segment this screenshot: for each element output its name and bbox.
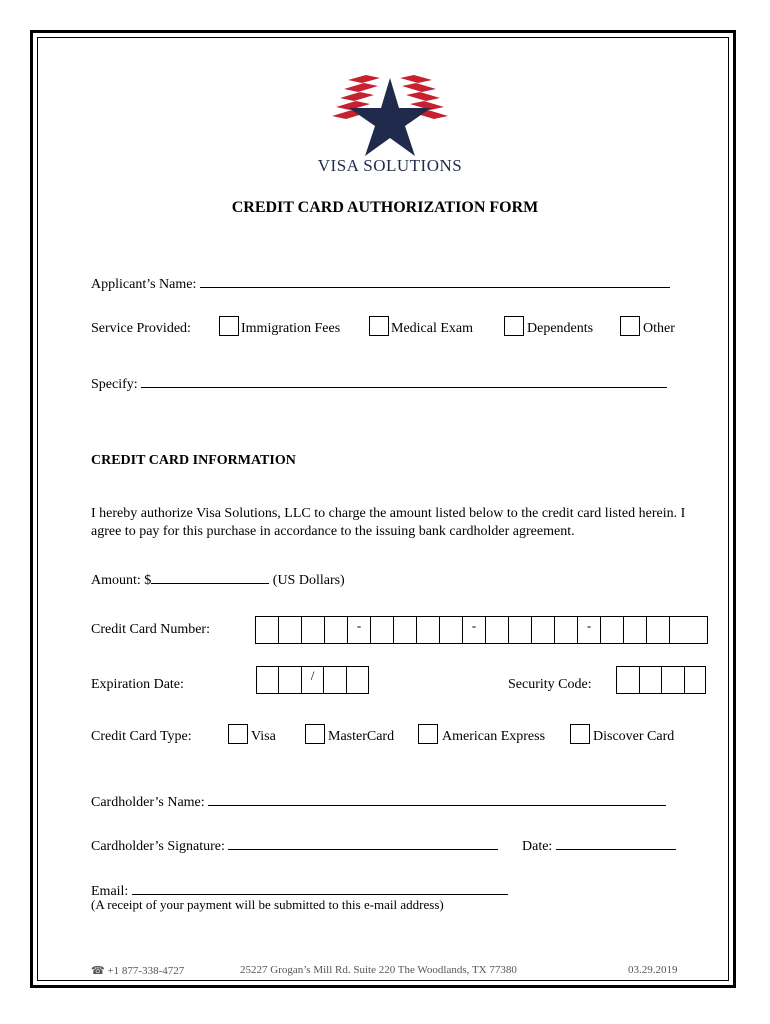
amount-field[interactable]: [151, 569, 269, 584]
date-field[interactable]: [556, 835, 676, 850]
separator-cell: -: [578, 617, 601, 643]
signature-label: Cardholder’s Signature:: [91, 839, 225, 854]
digit-cell[interactable]: [440, 617, 463, 643]
mastercard-checkbox[interactable]: [305, 724, 325, 744]
email-note: (A receipt of your payment will be submitted to this e-mail address): [91, 897, 444, 912]
separator-cell: -: [348, 617, 371, 643]
separator-cell: /: [302, 667, 324, 693]
digit-cell[interactable]: [371, 617, 394, 643]
digit-cell[interactable]: [640, 667, 663, 693]
signature-field[interactable]: [228, 835, 498, 850]
specify-field[interactable]: [141, 373, 667, 388]
footer-date: 03.29.2019: [628, 964, 678, 976]
digit-cell[interactable]: [647, 617, 670, 643]
immigration-fees-label: Immigration Fees: [241, 321, 341, 336]
discover-card-checkbox[interactable]: [570, 724, 590, 744]
cardholder-name-field[interactable]: [208, 791, 666, 806]
security-code-label: Security Code:: [508, 677, 592, 692]
immigration-fees-checkbox[interactable]: [219, 316, 239, 336]
digit-cell[interactable]: [617, 667, 640, 693]
digit-cell[interactable]: [325, 617, 348, 643]
digit-cell[interactable]: [347, 667, 368, 693]
digit-cell[interactable]: [256, 617, 279, 643]
expiration-date-label: Expiration Date:: [91, 677, 184, 692]
digit-cell[interactable]: [685, 667, 706, 693]
medical-exam-checkbox[interactable]: [369, 316, 389, 336]
footer-address: 25227 Grogan’s Mill Rd. Suite 220 The Woodlands, TX 77380: [240, 964, 517, 976]
american-express-checkbox[interactable]: [418, 724, 438, 744]
card-type-label: Credit Card Type:: [91, 729, 192, 744]
digit-cell[interactable]: [532, 617, 555, 643]
digit-cell[interactable]: [279, 667, 301, 693]
other-checkbox[interactable]: [620, 316, 640, 336]
authorization-paragraph: I hereby authorize Visa Solutions, LLC to charge the amount listed below to the credit card listed herein. I agree to pay for this purchase in accordance to the issuing bank cardholder agreement.: [91, 506, 686, 539]
digit-cell[interactable]: [624, 617, 647, 643]
digit-cell[interactable]: [279, 617, 302, 643]
mastercard-label: MasterCard: [328, 729, 395, 744]
specify-label: Specify:: [91, 377, 138, 392]
email-label: Email:: [91, 884, 129, 899]
credit-card-information-heading: CREDIT CARD INFORMATION: [91, 453, 296, 468]
specify-row: [91, 373, 667, 393]
amount-row: [91, 569, 345, 589]
dependents-checkbox[interactable]: [504, 316, 524, 336]
card-number-field[interactable]: [255, 616, 708, 644]
visa-checkbox[interactable]: [228, 724, 248, 744]
discover-card-label: Discover Card: [593, 729, 675, 744]
security-code-field[interactable]: [616, 666, 706, 694]
phone-icon: ☎: [91, 965, 105, 977]
digit-cell[interactable]: [662, 667, 685, 693]
email-field[interactable]: [132, 880, 508, 895]
applicant-name-field[interactable]: [200, 273, 670, 288]
digit-cell[interactable]: [394, 617, 417, 643]
digit-cell[interactable]: [486, 617, 509, 643]
digit-cell[interactable]: [302, 617, 325, 643]
form-title: CREDIT CARD AUTHORIZATION FORM: [231, 199, 539, 216]
amount-currency-label: (US Dollars): [272, 573, 345, 588]
other-label: Other: [643, 321, 675, 336]
american-express-label: American Express: [442, 729, 546, 744]
cardholder-name-label: Cardholder’s Name:: [91, 795, 205, 810]
medical-exam-label: Medical Exam: [391, 321, 474, 336]
signature-row: [91, 835, 498, 855]
applicant-name-label: Applicant’s Name:: [91, 277, 197, 292]
digit-cell[interactable]: [670, 617, 705, 643]
separator-cell: -: [463, 617, 486, 643]
dependents-label: Dependents: [527, 321, 594, 336]
visa-solutions-logo: [330, 72, 450, 156]
digit-cell[interactable]: [257, 667, 279, 693]
expiration-date-field[interactable]: [256, 666, 369, 694]
card-number-label: Credit Card Number:: [91, 622, 210, 637]
applicant-name-row: [91, 273, 670, 293]
footer-phone: [91, 964, 184, 977]
digit-cell[interactable]: [509, 617, 532, 643]
cardholder-name-row: [91, 791, 666, 811]
digit-cell[interactable]: [417, 617, 440, 643]
footer-phone-number: +1 877-338-4727: [107, 965, 185, 977]
amount-label: Amount: $: [91, 573, 152, 588]
service-provided-label: Service Provided:: [91, 321, 191, 336]
digit-cell[interactable]: [324, 667, 346, 693]
visa-label: Visa: [251, 729, 276, 744]
logo-text: VISA SOLUTIONS: [317, 156, 463, 175]
date-label: Date:: [522, 839, 553, 854]
digit-cell[interactable]: [555, 617, 578, 643]
digit-cell[interactable]: [601, 617, 624, 643]
date-row: [522, 835, 676, 855]
